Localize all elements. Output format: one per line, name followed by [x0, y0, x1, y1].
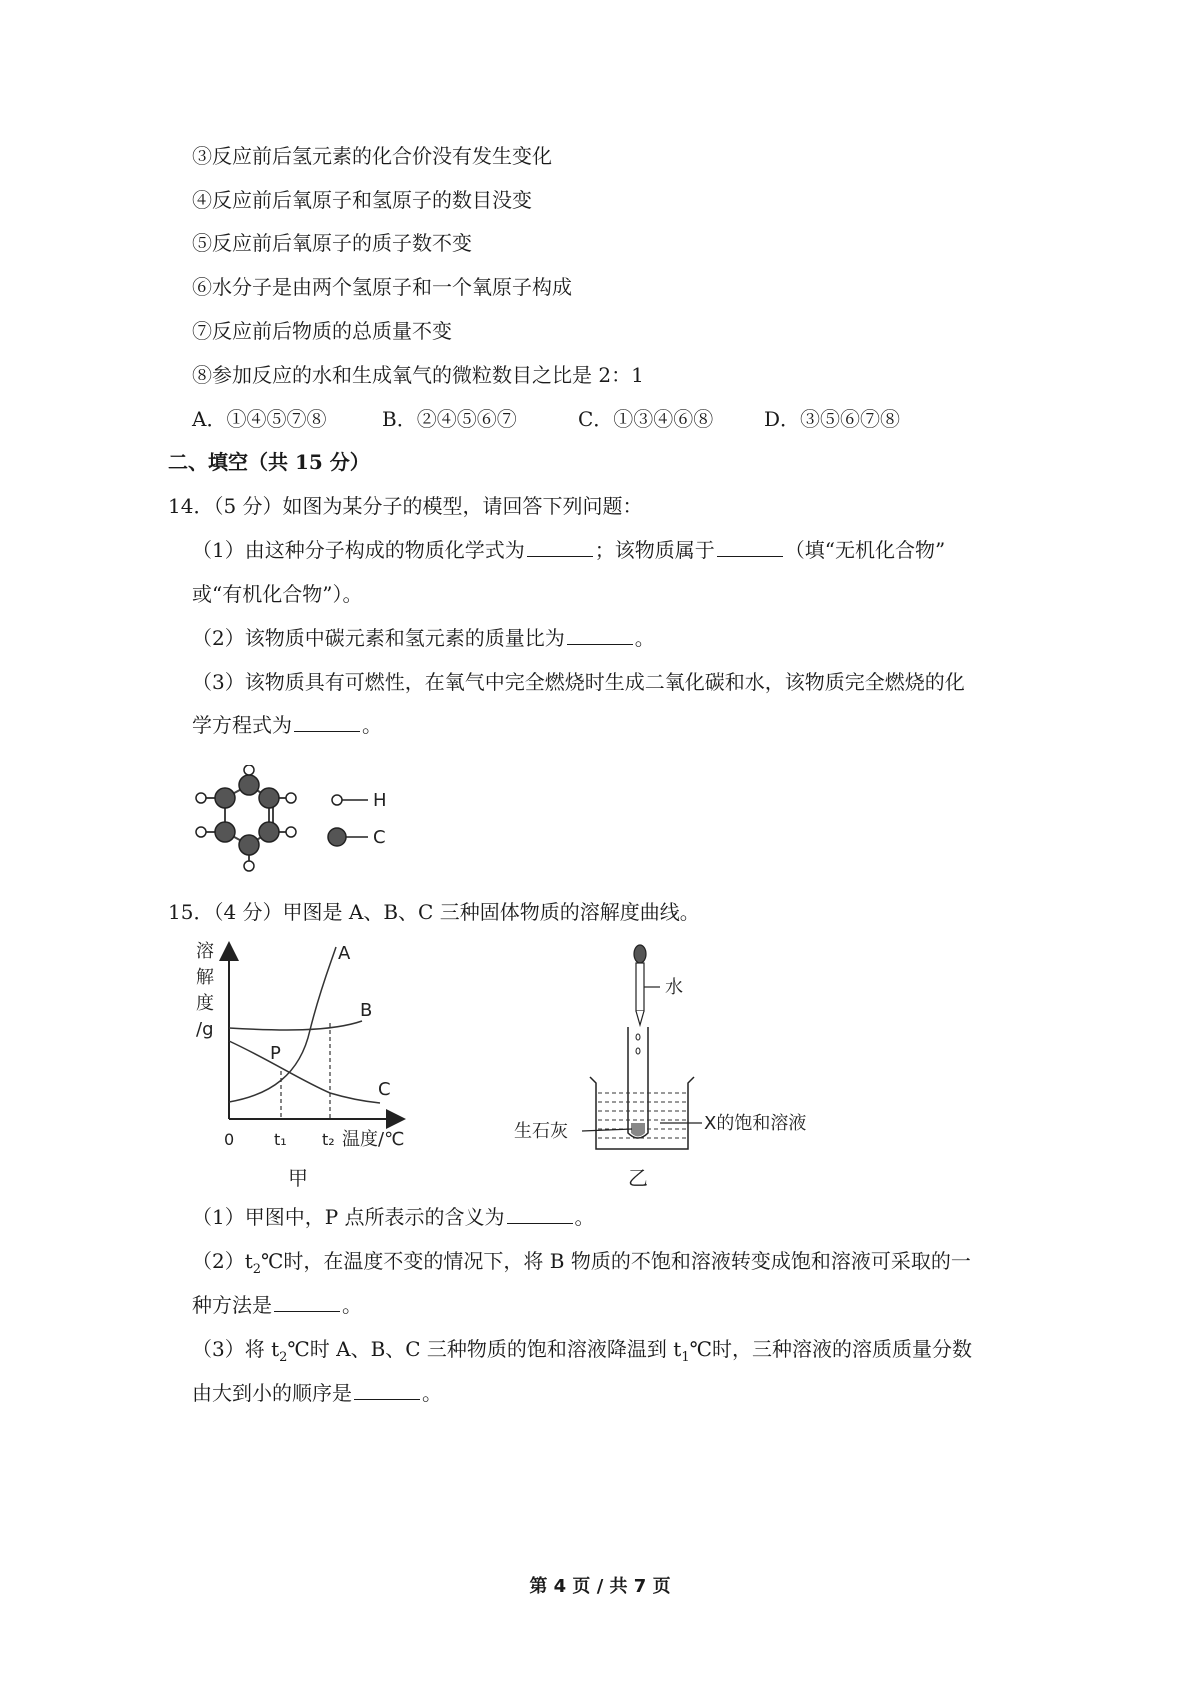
y-label-2: 解 [196, 967, 214, 988]
statement-7: ⑦反应前后物质的总质量不变 [192, 319, 452, 343]
hydrogen-atom [286, 827, 296, 837]
q15-part2-sub: 2 [252, 1262, 262, 1277]
q15-part3-sub2: 1 [681, 1350, 690, 1365]
statement-4: ④反应前后氧原子和氢原子的数目没变 [192, 188, 532, 212]
answer-blank[interactable] [507, 1203, 573, 1224]
carbon-atom [239, 775, 259, 795]
statement-5: ⑤反应前后氧原子的质子数不变 [192, 231, 472, 255]
curve-a-label: A [338, 943, 351, 964]
lime-label: 生石灰 [514, 1121, 568, 1142]
q14-part1 [192, 536, 945, 564]
q14-part3-cont [192, 711, 382, 739]
carbon-atom [259, 788, 279, 808]
q15-part3-text-a: （3）将 t [192, 1337, 280, 1361]
q15-part3-text-b: ℃时 A、B、C 三种物质的饱和溶液降温到 t [287, 1337, 682, 1361]
q15-part1-text-a: （1）甲图中，P 点所表示的含义为 [192, 1205, 505, 1229]
carbon-legend-symbol [328, 828, 346, 846]
t2-label: t₂ [322, 1130, 335, 1149]
apparatus-diagram [510, 935, 820, 1195]
q15-part2-text-a: （2）t [192, 1249, 253, 1273]
q15-stem: 15．（4 分）甲图是 A、B、C 三种固体物质的溶解度曲线。 [168, 900, 700, 924]
option-d: D．③⑤⑥⑦⑧ [764, 407, 901, 431]
q15-part3-sub1: 2 [279, 1350, 288, 1365]
option-c: C．①③④⑥⑧ [578, 407, 714, 431]
section-title: 二、填空（共 15 分） [168, 450, 370, 474]
q14-part2-text-b: 。 [634, 626, 655, 650]
q14-part2-text-a: （2）该物质中碳元素和氢元素的质量比为 [192, 626, 565, 650]
graph-caption: 甲 [288, 1166, 308, 1190]
answer-blank[interactable] [527, 536, 593, 557]
legend-c-label: C [373, 827, 386, 848]
carbon-atom [215, 822, 235, 842]
q15-part1 [192, 1203, 595, 1231]
origin-label: 0 [224, 1130, 235, 1149]
q15-part2-text-b: ℃时，在温度不变的情况下，将 B 物质的不饱和溶液转变成饱和溶液可采取的一 [261, 1249, 971, 1273]
solution-label: X的饱和溶液 [704, 1113, 807, 1134]
q15-part3-text-e: 。 [422, 1381, 442, 1405]
curve-c-label: C [378, 1079, 391, 1100]
q15-part2-text-c: 种方法是 [192, 1293, 272, 1317]
solubility-graph [190, 935, 430, 1195]
carbon-atom [259, 822, 279, 842]
lime-solid [631, 1123, 645, 1137]
hydrogen-legend-symbol [332, 795, 342, 805]
legend-h-label: H [373, 790, 387, 811]
y-label-1: 溶 [196, 941, 214, 962]
curve-b-label: B [360, 1000, 373, 1021]
page-footer: 第 4 页 / 共 7 页 [529, 1576, 671, 1597]
molecule-model [190, 765, 430, 880]
option-a: A．①④⑤⑦⑧ [192, 407, 327, 431]
q14-part1-text-b: ；该物质属于 [594, 538, 715, 562]
q15-part2-text-d: 。 [342, 1293, 362, 1317]
carbon-atom [215, 788, 235, 808]
q15-part3-text-c: ℃时，三种溶液的溶质质量分数 [689, 1337, 972, 1361]
y-label-4: /g [196, 1019, 214, 1040]
q14-part1-text-c: （填“无机化合物” [784, 538, 946, 562]
test-tube [628, 1027, 648, 1138]
carbon-atom [239, 835, 259, 855]
q14-part1-text-a: （1）由这种分子构成的物质化学式为 [192, 538, 525, 562]
q15-part2 [192, 1247, 971, 1284]
apparatus-caption: 乙 [628, 1166, 648, 1190]
hydrogen-atom [196, 793, 206, 803]
statement-3: ③反应前后氢元素的化合价没有发生变化 [192, 144, 552, 168]
water-drop [636, 1048, 640, 1054]
answer-blank[interactable] [354, 1379, 420, 1400]
answer-blank[interactable] [567, 624, 633, 645]
q14-part3: （3）该物质具有可燃性，在氧气中完全燃烧时生成二氧化碳和水，该物质完全燃烧的化 [192, 670, 965, 694]
hydrogen-atom [286, 793, 296, 803]
dropper-bulb [634, 945, 646, 963]
q14-part2 [192, 624, 655, 652]
statement-6: ⑥水分子是由两个氢原子和一个氧原子构成 [192, 275, 572, 299]
curve-c [229, 1041, 380, 1103]
option-b: B．②④⑤⑥⑦ [382, 407, 517, 431]
answer-blank[interactable] [274, 1291, 340, 1312]
q14-stem: 14．（5 分）如图为某分子的模型，请回答下列问题： [168, 494, 643, 518]
point-p-label: P [270, 1043, 281, 1064]
q15-part2-cont [192, 1291, 362, 1319]
answer-blank[interactable] [294, 711, 360, 732]
q15-part3-cont [192, 1379, 442, 1407]
hydrogen-atom [196, 827, 206, 837]
q14-part3-text-b: 学方程式为 [192, 713, 292, 737]
q14-part3-text-c: 。 [362, 713, 382, 737]
curve-a [229, 947, 336, 1102]
x-axis-label: 温度/℃ [342, 1129, 405, 1150]
hydrogen-atom [244, 861, 254, 871]
curve-b [229, 1021, 362, 1030]
molecule-legend [328, 790, 387, 848]
answer-blank[interactable] [717, 536, 783, 557]
q15-part3 [192, 1335, 972, 1372]
dropper-tube [636, 963, 644, 1011]
q15-part1-text-b: 。 [574, 1205, 595, 1229]
statement-8: ⑧参加反应的水和生成氧气的微粒数目之比是 2：1 [192, 363, 644, 387]
q14-part1-cont: 或“有机化合物”）。 [192, 582, 363, 606]
water-label: 水 [665, 977, 683, 998]
t1-label: t₁ [274, 1130, 287, 1149]
y-label-3: 度 [196, 993, 214, 1014]
q15-part3-text-d: 由大到小的顺序是 [192, 1381, 352, 1405]
hydrogen-atom [244, 765, 254, 775]
water-drop [636, 1034, 640, 1040]
